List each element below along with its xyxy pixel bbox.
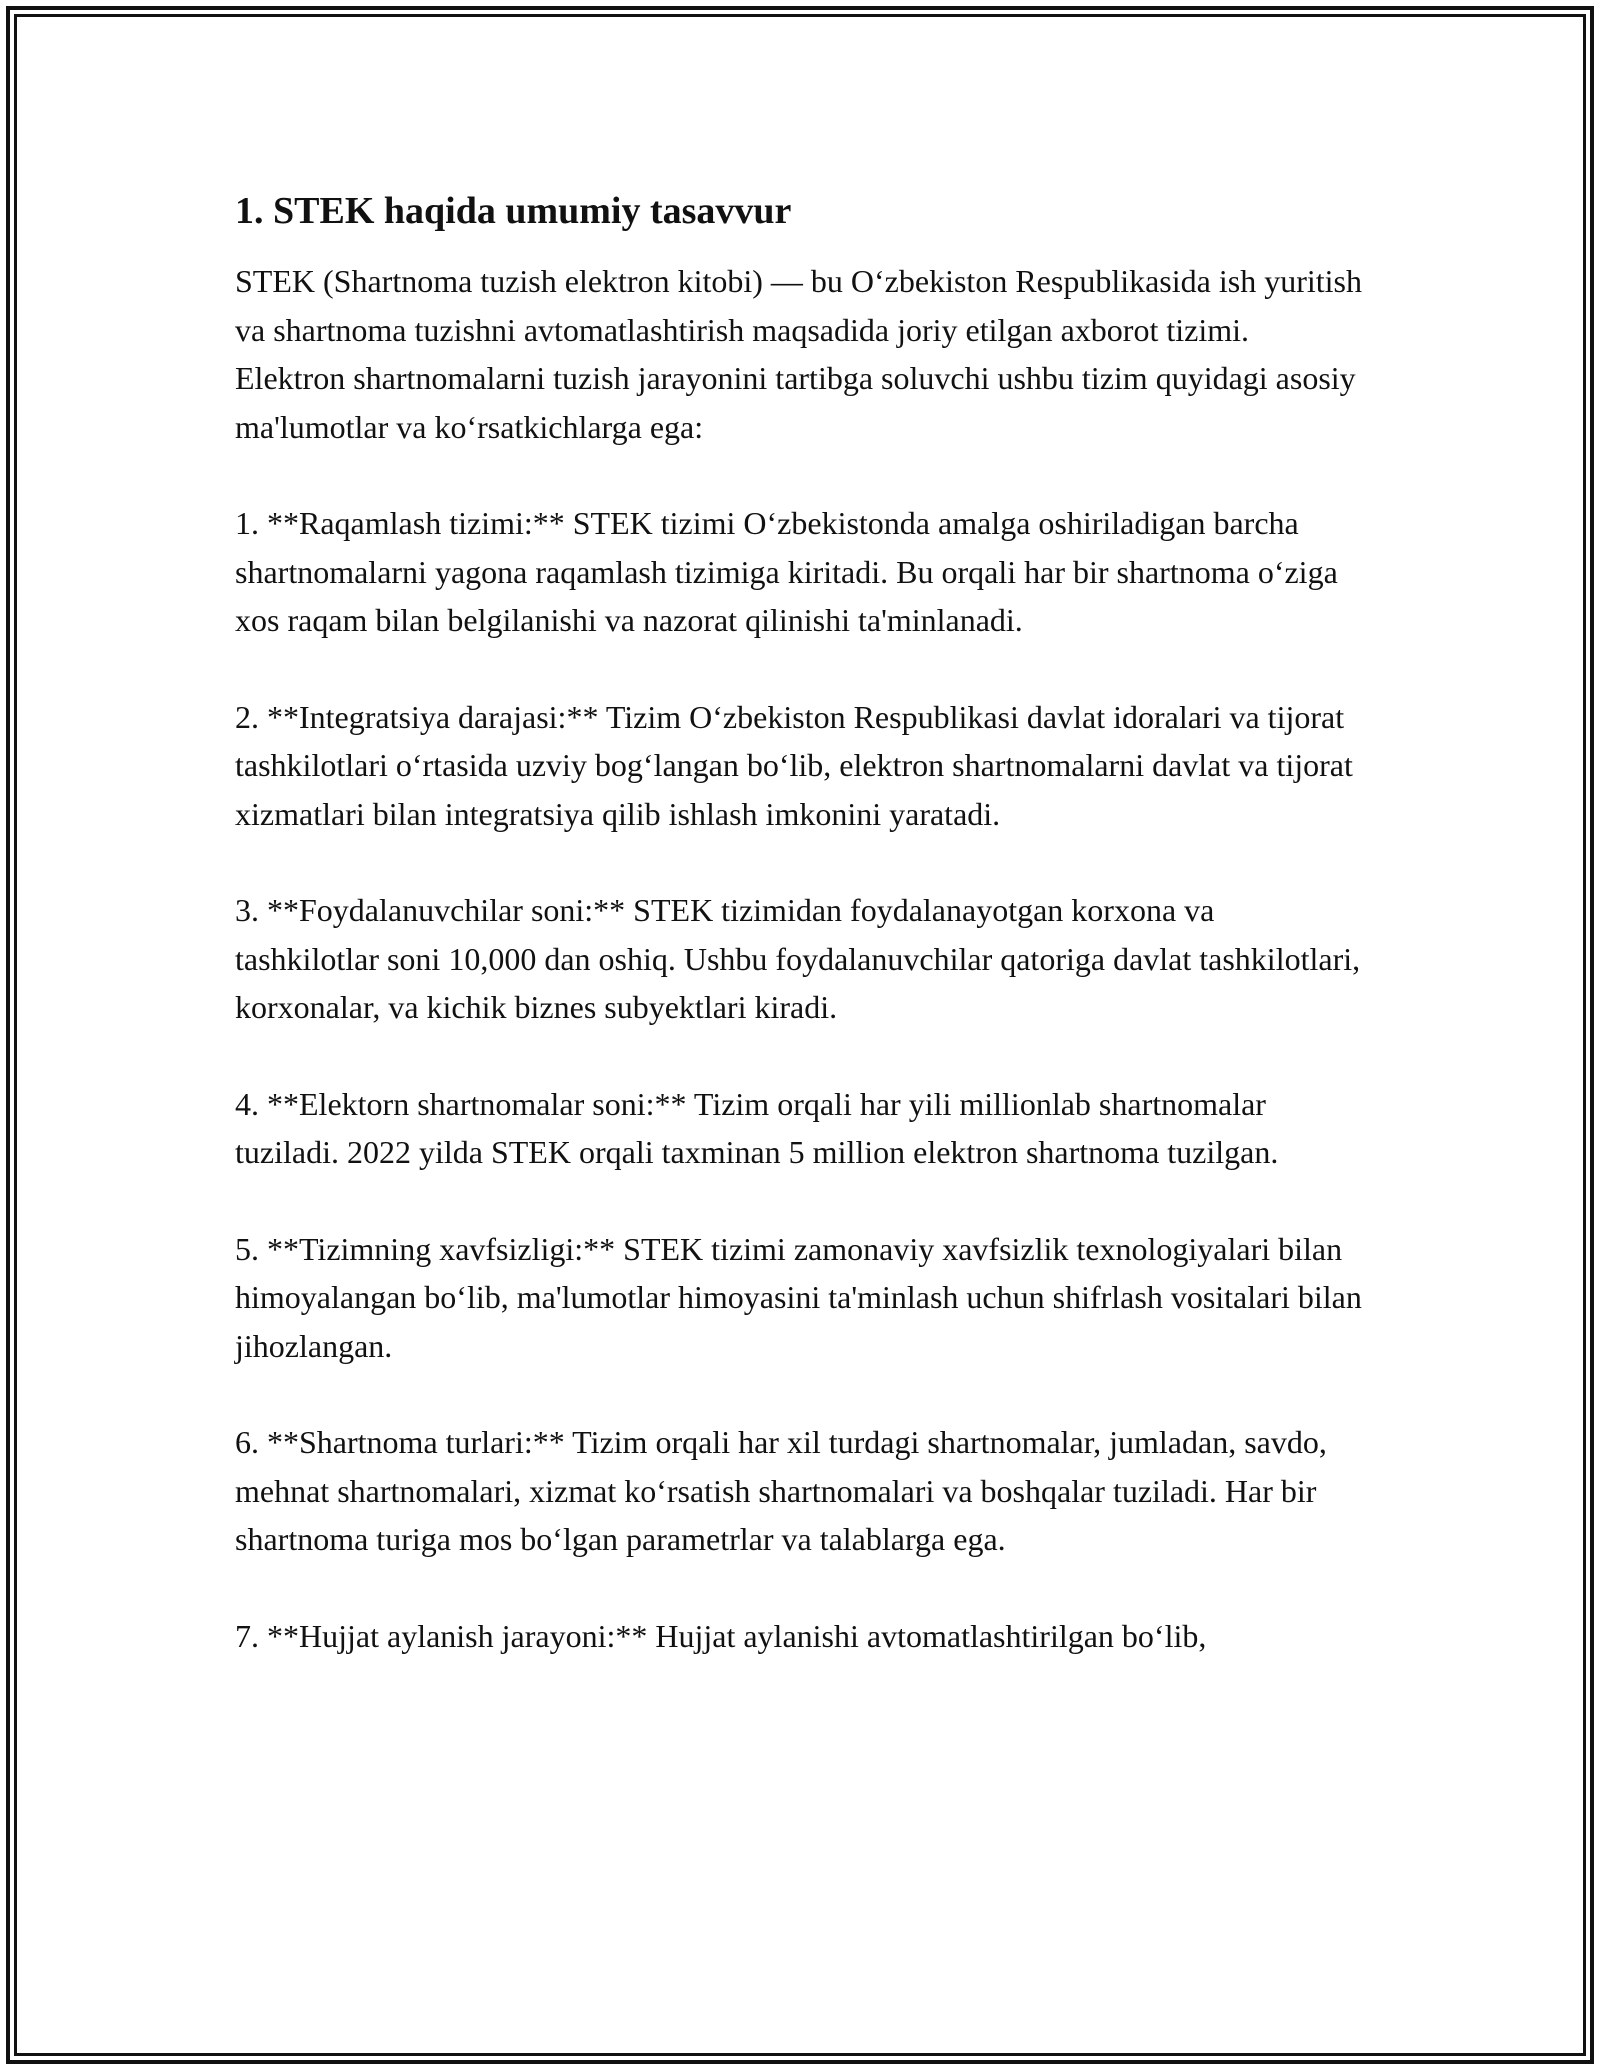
list-item-integratsiya: 2. **Integratsiya darajasi:** Tizim O‘zbekiston Respublikasi davlat idoralari va tijorat tashkilotlari o‘rtasida uzviy bog‘langan bo‘lib, elektron shartnomalarni davlat va tijorat xizmatlari bilan integratsiya qilib ishlash imkonini yaratadi. xyxy=(235,698,1353,832)
list-item-xavfsizlik: 5. **Tizimning xavfsizligi:** STEK tizimi zamonaviy xavfsizlik texnologiyalari bilan himoyalangan bo‘lib, ma'lumotlar himoyasini ta'minlash uchun shifrlash vositalari bilan jihozlangan. xyxy=(235,1230,1362,1364)
list-item-shartnomalar-soni: 4. **Elektorn shartnomalar soni:** Tizim orqali har yili millionlab shartnomalar tuziladi. 2022 yilda STEK orqali taxminan 5 million elektron shartnoma tuzilgan. xyxy=(235,1085,1279,1170)
section-heading: 1. STEK haqida umumiy tasavvur xyxy=(235,190,792,232)
list-item-hujjat-aylanish: 7. **Hujjat aylanish jarayoni:** Hujjat aylanishi avtomatlashtirilgan bo‘lib, xyxy=(235,1617,1207,1654)
document-body xyxy=(235,185,1365,1660)
intro-paragraph: STEK (Shartnoma tuzish elektron kitobi) — bu O‘zbekiston Respublikasida ish yuritish va shartnoma tuzishni avtomatlashtirish maqsadida joriy etilgan axborot tizimi. Elektron shartnomalarni tuzish jarayonini tartibga soluvchi ushbu tizim quyidagi asosiy ma'lumotlar va ko‘rsatkichlarga ega: xyxy=(235,263,1362,445)
list-item-foydalanuvchilar: 3. **Foydalanuvchilar soni:** STEK tizimidan foydalanayotgan korxona va tashkilotlar soni 10,000 dan oshiq. Ushbu foydalanuvchilar qatoriga davlat tashkilotlari, korxonalar, va kichik biznes subyektlari kiradi. xyxy=(235,892,1361,1025)
list-item-shartnoma-turlari: 6. **Shartnoma turlari:** Tizim orqali har xil turdagi shartnomalar, jumladan, savdo, mehnat shartnomalari, xizmat ko‘rsatish shartnomalari va boshqalar tuziladi. Har bir shartnoma turiga mos bo‘lgan parametrlar va talablarga ega. xyxy=(235,1424,1327,1557)
list-item-raqamlash: 1. **Raqamlash tizimi:** STEK tizimi O‘zbekistonda amalga oshiriladigan barcha shartnomalarni yagona raqamlash tizimiga kiritadi. Bu orqali har bir shartnoma o‘ziga xos raqam bilan belgilanishi va nazorat qilinishi ta'minlanadi. xyxy=(235,505,1338,638)
